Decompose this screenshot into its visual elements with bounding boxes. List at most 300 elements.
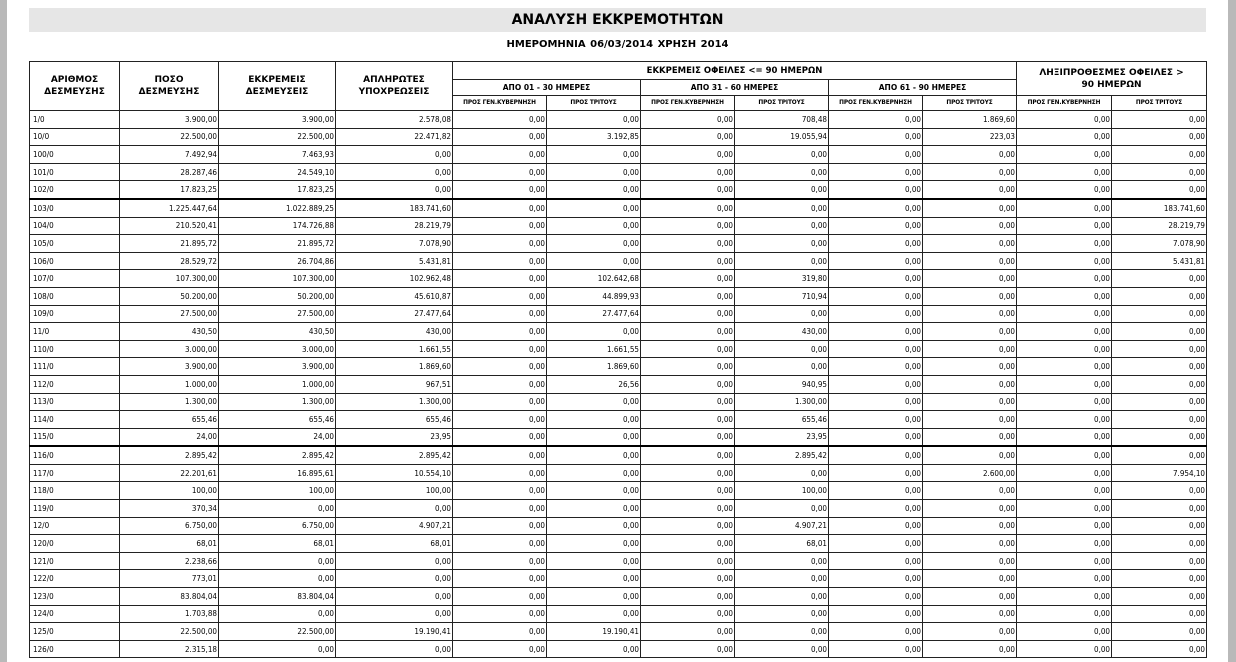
cell-unpaid-obligations: 0,00 bbox=[336, 146, 453, 164]
cell-pending-commitments: 0,00 bbox=[219, 605, 336, 623]
cell-commitment-amount: 68,01 bbox=[120, 535, 219, 553]
cell-gt90-third: 0,00 bbox=[1112, 517, 1207, 535]
cell-p1-third: 0,00 bbox=[547, 411, 641, 429]
cell-p1-gov: 0,00 bbox=[453, 323, 547, 341]
cell-p2-third: 0,00 bbox=[735, 181, 829, 199]
cell-p2-gov: 0,00 bbox=[641, 163, 735, 181]
cell-p3-gov: 0,00 bbox=[829, 640, 923, 658]
cell-p1-third: 0,00 bbox=[547, 464, 641, 482]
cell-p2-third: 0,00 bbox=[735, 588, 829, 606]
cell-p1-third: 0,00 bbox=[547, 552, 641, 570]
cell-commitment-amount: 370,34 bbox=[120, 500, 219, 518]
cell-p2-third: 0,00 bbox=[735, 570, 829, 588]
cell-unpaid-obligations: 1.300,00 bbox=[336, 393, 453, 411]
table-header bbox=[30, 62, 1207, 111]
cell-p3-gov: 0,00 bbox=[829, 393, 923, 411]
cell-gt90-gov: 0,00 bbox=[1017, 552, 1112, 570]
cell-unpaid-obligations: 22.471,82 bbox=[336, 128, 453, 146]
cell-pending-commitments: 430,50 bbox=[219, 323, 336, 341]
table-row bbox=[30, 500, 1207, 518]
cell-gt90-third: 0,00 bbox=[1112, 111, 1207, 129]
cell-p3-gov: 0,00 bbox=[829, 323, 923, 341]
header-pending-commitments-label: ΕΚΚΡΕΜΕΙΣ ΔΕΣΜΕΥΣΕΙΣ bbox=[245, 75, 309, 97]
cell-p1-gov: 0,00 bbox=[453, 181, 547, 199]
cell-commitment-id: 126/0 bbox=[30, 640, 120, 658]
cell-gt90-third: 0,00 bbox=[1112, 428, 1207, 446]
cell-p3-third: 0,00 bbox=[923, 640, 1017, 658]
table-row bbox=[30, 235, 1207, 253]
cell-p3-gov: 0,00 bbox=[829, 181, 923, 199]
cell-commitment-id: 113/0 bbox=[30, 393, 120, 411]
cell-p1-gov: 0,00 bbox=[453, 482, 547, 500]
cell-pending-commitments: 3.900,00 bbox=[219, 358, 336, 376]
cell-pending-commitments: 0,00 bbox=[219, 570, 336, 588]
cell-unpaid-obligations: 430,00 bbox=[336, 323, 453, 341]
cell-p3-third: 0,00 bbox=[923, 411, 1017, 429]
header-p1-third: ΠΡΟΣ ΤΡΙΤΟΥΣ bbox=[547, 96, 641, 111]
cell-gt90-third: 0,00 bbox=[1112, 552, 1207, 570]
cell-pending-commitments: 1.022.889,25 bbox=[219, 199, 336, 217]
cell-commitment-amount: 210.520,41 bbox=[120, 217, 219, 235]
cell-pending-commitments: 0,00 bbox=[219, 640, 336, 658]
cell-gt90-gov: 0,00 bbox=[1017, 623, 1112, 641]
cell-p1-gov: 0,00 bbox=[453, 605, 547, 623]
cell-p3-gov: 0,00 bbox=[829, 199, 923, 217]
cell-gt90-gov: 0,00 bbox=[1017, 588, 1112, 606]
cell-gt90-third: 0,00 bbox=[1112, 305, 1207, 323]
cell-commitment-amount: 83.804,04 bbox=[120, 588, 219, 606]
cell-commitment-amount: 22.500,00 bbox=[120, 623, 219, 641]
header-commitment-amount bbox=[120, 62, 219, 111]
cell-p1-gov: 0,00 bbox=[453, 217, 547, 235]
cell-p3-third: 0,00 bbox=[923, 305, 1017, 323]
cell-p1-gov: 0,00 bbox=[453, 623, 547, 641]
cell-gt90-third: 0,00 bbox=[1112, 340, 1207, 358]
cell-unpaid-obligations: 102.962,48 bbox=[336, 270, 453, 288]
cell-gt90-third: 0,00 bbox=[1112, 500, 1207, 518]
table-row bbox=[30, 270, 1207, 288]
cell-gt90-gov: 0,00 bbox=[1017, 181, 1112, 199]
cell-gt90-third: 0,00 bbox=[1112, 270, 1207, 288]
cell-gt90-third: 28.219,79 bbox=[1112, 217, 1207, 235]
cell-p2-gov: 0,00 bbox=[641, 287, 735, 305]
cell-p3-third: 0,00 bbox=[923, 428, 1017, 446]
cell-p1-third: 0,00 bbox=[547, 428, 641, 446]
cell-unpaid-obligations: 10.554,10 bbox=[336, 464, 453, 482]
cell-commitment-id: 109/0 bbox=[30, 305, 120, 323]
cell-p2-third: 655,46 bbox=[735, 411, 829, 429]
cell-commitment-id: 100/0 bbox=[30, 146, 120, 164]
cell-unpaid-obligations: 0,00 bbox=[336, 500, 453, 518]
cell-p1-gov: 0,00 bbox=[453, 199, 547, 217]
cell-commitment-amount: 28.287,46 bbox=[120, 163, 219, 181]
cell-gt90-third: 0,00 bbox=[1112, 535, 1207, 553]
table-row bbox=[30, 375, 1207, 393]
cell-p1-gov: 0,00 bbox=[453, 428, 547, 446]
cell-commitment-id: 107/0 bbox=[30, 270, 120, 288]
cell-p1-third: 0,00 bbox=[547, 217, 641, 235]
cell-p3-third: 0,00 bbox=[923, 252, 1017, 270]
cell-p1-gov: 0,00 bbox=[453, 535, 547, 553]
cell-pending-commitments: 107.300,00 bbox=[219, 270, 336, 288]
cell-p1-third: 3.192,85 bbox=[547, 128, 641, 146]
cell-commitment-amount: 100,00 bbox=[120, 482, 219, 500]
cell-p1-third: 1.661,55 bbox=[547, 340, 641, 358]
cell-commitment-amount: 430,50 bbox=[120, 323, 219, 341]
cell-p2-third: 2.895,42 bbox=[735, 446, 829, 464]
cell-p1-gov: 0,00 bbox=[453, 128, 547, 146]
cell-p3-gov: 0,00 bbox=[829, 235, 923, 253]
cell-gt90-third: 0,00 bbox=[1112, 146, 1207, 164]
cell-commitment-id: 110/0 bbox=[30, 340, 120, 358]
cell-unpaid-obligations: 183.741,60 bbox=[336, 199, 453, 217]
cell-commitment-id: 118/0 bbox=[30, 482, 120, 500]
table-row bbox=[30, 146, 1207, 164]
report-title: ΑΝΑΛΥΣΗ ΕΚΚΡΕΜΟΤΗΤΩΝ bbox=[29, 8, 1206, 32]
header-gt90-third: ΠΡΟΣ ΤΡΙΤΟΥΣ bbox=[1112, 96, 1207, 111]
cell-gt90-gov: 0,00 bbox=[1017, 393, 1112, 411]
cell-unpaid-obligations: 0,00 bbox=[336, 588, 453, 606]
cell-commitment-id: 111/0 bbox=[30, 358, 120, 376]
cell-commitment-id: 106/0 bbox=[30, 252, 120, 270]
cell-p2-gov: 0,00 bbox=[641, 199, 735, 217]
cell-p3-third: 0,00 bbox=[923, 517, 1017, 535]
cell-unpaid-obligations: 27.477,64 bbox=[336, 305, 453, 323]
cell-gt90-third: 7.954,10 bbox=[1112, 464, 1207, 482]
cell-p1-gov: 0,00 bbox=[453, 252, 547, 270]
cell-p3-third: 0,00 bbox=[923, 375, 1017, 393]
cell-p2-third: 4.907,21 bbox=[735, 517, 829, 535]
cell-gt90-gov: 0,00 bbox=[1017, 358, 1112, 376]
cell-gt90-gov: 0,00 bbox=[1017, 199, 1112, 217]
cell-gt90-third: 0,00 bbox=[1112, 287, 1207, 305]
cell-p2-third: 710,94 bbox=[735, 287, 829, 305]
cell-commitment-id: 125/0 bbox=[30, 623, 120, 641]
cell-gt90-gov: 0,00 bbox=[1017, 500, 1112, 518]
cell-commitment-id: 108/0 bbox=[30, 287, 120, 305]
cell-commitment-amount: 2.238,66 bbox=[120, 552, 219, 570]
header-p2-third: ΠΡΟΣ ΤΡΙΤΟΥΣ bbox=[735, 96, 829, 111]
cell-p1-third: 0,00 bbox=[547, 570, 641, 588]
cell-p3-gov: 0,00 bbox=[829, 305, 923, 323]
cell-p2-gov: 0,00 bbox=[641, 181, 735, 199]
table-row bbox=[30, 464, 1207, 482]
cell-p1-third: 102.642,68 bbox=[547, 270, 641, 288]
cell-p1-third: 0,00 bbox=[547, 482, 641, 500]
cell-p3-third: 0,00 bbox=[923, 446, 1017, 464]
table-row bbox=[30, 517, 1207, 535]
table-row bbox=[30, 199, 1207, 217]
cell-p3-gov: 0,00 bbox=[829, 482, 923, 500]
cell-pending-commitments: 3.000,00 bbox=[219, 340, 336, 358]
cell-p2-gov: 0,00 bbox=[641, 128, 735, 146]
cell-gt90-gov: 0,00 bbox=[1017, 411, 1112, 429]
cell-p2-gov: 0,00 bbox=[641, 358, 735, 376]
cell-unpaid-obligations: 0,00 bbox=[336, 552, 453, 570]
cell-commitment-id: 104/0 bbox=[30, 217, 120, 235]
cell-p2-third: 0,00 bbox=[735, 252, 829, 270]
cell-commitment-amount: 655,46 bbox=[120, 411, 219, 429]
header-p1-gov: ΠΡΟΣ ΓΕΝ.ΚΥΒΕΡΝΗΣΗ bbox=[453, 96, 547, 111]
cell-p2-gov: 0,00 bbox=[641, 111, 735, 129]
cell-p1-third: 0,00 bbox=[547, 323, 641, 341]
table-row bbox=[30, 623, 1207, 641]
cell-p3-third: 1.869,60 bbox=[923, 111, 1017, 129]
cell-pending-commitments: 27.500,00 bbox=[219, 305, 336, 323]
cell-unpaid-obligations: 100,00 bbox=[336, 482, 453, 500]
table-row bbox=[30, 252, 1207, 270]
cell-p1-third: 0,00 bbox=[547, 163, 641, 181]
cell-p2-gov: 0,00 bbox=[641, 570, 735, 588]
cell-pending-commitments: 68,01 bbox=[219, 535, 336, 553]
cell-p3-gov: 0,00 bbox=[829, 517, 923, 535]
cell-p1-third: 26,56 bbox=[547, 375, 641, 393]
header-unpaid-obligations-label: ΑΠΛΗΡΩΤΕΣ ΥΠΟΧΡΕΩΣΕΙΣ bbox=[358, 75, 430, 97]
cell-p2-gov: 0,00 bbox=[641, 235, 735, 253]
cell-pending-commitments: 21.895,72 bbox=[219, 235, 336, 253]
cell-p1-third: 27.477,64 bbox=[547, 305, 641, 323]
cell-p1-third: 44.899,93 bbox=[547, 287, 641, 305]
cell-unpaid-obligations: 5.431,81 bbox=[336, 252, 453, 270]
cell-commitment-id: 102/0 bbox=[30, 181, 120, 199]
cell-unpaid-obligations: 19.190,41 bbox=[336, 623, 453, 641]
cell-p3-gov: 0,00 bbox=[829, 163, 923, 181]
cell-p1-gov: 0,00 bbox=[453, 163, 547, 181]
cell-pending-commitments: 655,46 bbox=[219, 411, 336, 429]
cell-p3-third: 0,00 bbox=[923, 500, 1017, 518]
report-page bbox=[7, 0, 1228, 662]
cell-gt90-third: 0,00 bbox=[1112, 358, 1207, 376]
cell-p1-gov: 0,00 bbox=[453, 446, 547, 464]
cell-p2-third: 0,00 bbox=[735, 340, 829, 358]
cell-p3-gov: 0,00 bbox=[829, 146, 923, 164]
cell-commitment-id: 120/0 bbox=[30, 535, 120, 553]
cell-commitment-id: 114/0 bbox=[30, 411, 120, 429]
cell-p1-third: 1.869,60 bbox=[547, 358, 641, 376]
cell-p2-third: 319,80 bbox=[735, 270, 829, 288]
table-row bbox=[30, 128, 1207, 146]
cell-gt90-gov: 0,00 bbox=[1017, 340, 1112, 358]
cell-unpaid-obligations: 0,00 bbox=[336, 605, 453, 623]
cell-p2-gov: 0,00 bbox=[641, 588, 735, 606]
header-commitment-id-label: ΑΡΙΘΜΟΣ ΔΕΣΜΕΥΣΗΣ bbox=[44, 75, 105, 97]
cell-p3-third: 0,00 bbox=[923, 199, 1017, 217]
cell-gt90-third: 0,00 bbox=[1112, 482, 1207, 500]
cell-unpaid-obligations: 23,95 bbox=[336, 428, 453, 446]
table-row bbox=[30, 163, 1207, 181]
cell-p2-gov: 0,00 bbox=[641, 393, 735, 411]
cell-p1-gov: 0,00 bbox=[453, 287, 547, 305]
cell-unpaid-obligations: 28.219,79 bbox=[336, 217, 453, 235]
cell-gt90-third: 0,00 bbox=[1112, 623, 1207, 641]
table-row bbox=[30, 358, 1207, 376]
table-row bbox=[30, 111, 1207, 129]
cell-pending-commitments: 2.895,42 bbox=[219, 446, 336, 464]
cell-p1-third: 0,00 bbox=[547, 605, 641, 623]
cell-p1-third: 0,00 bbox=[547, 588, 641, 606]
cell-commitment-amount: 2.895,42 bbox=[120, 446, 219, 464]
cell-p3-third: 0,00 bbox=[923, 323, 1017, 341]
header-commitment-amount-label: ΠΟΣΟ ΔΕΣΜΕΥΣΗΣ bbox=[138, 75, 200, 97]
cell-p3-third: 0,00 bbox=[923, 552, 1017, 570]
cell-p3-gov: 0,00 bbox=[829, 340, 923, 358]
cell-commitment-amount: 28.529,72 bbox=[120, 252, 219, 270]
cell-p3-gov: 0,00 bbox=[829, 588, 923, 606]
cell-commitment-amount: 6.750,00 bbox=[120, 517, 219, 535]
cell-p1-gov: 0,00 bbox=[453, 235, 547, 253]
cell-pending-commitments: 0,00 bbox=[219, 552, 336, 570]
cell-commitment-amount: 22.201,61 bbox=[120, 464, 219, 482]
cell-gt90-third: 0,00 bbox=[1112, 446, 1207, 464]
cell-p2-third: 0,00 bbox=[735, 235, 829, 253]
cell-commitment-id: 116/0 bbox=[30, 446, 120, 464]
cell-p3-gov: 0,00 bbox=[829, 252, 923, 270]
cell-gt90-gov: 0,00 bbox=[1017, 446, 1112, 464]
cell-p2-third: 0,00 bbox=[735, 464, 829, 482]
cell-p3-gov: 0,00 bbox=[829, 128, 923, 146]
cell-p3-gov: 0,00 bbox=[829, 217, 923, 235]
cell-pending-commitments: 24.549,10 bbox=[219, 163, 336, 181]
cell-p1-gov: 0,00 bbox=[453, 500, 547, 518]
cell-gt90-gov: 0,00 bbox=[1017, 128, 1112, 146]
cell-pending-commitments: 22.500,00 bbox=[219, 128, 336, 146]
cell-gt90-third: 0,00 bbox=[1112, 128, 1207, 146]
cell-pending-commitments: 174.726,88 bbox=[219, 217, 336, 235]
cell-p2-gov: 0,00 bbox=[641, 428, 735, 446]
cell-p3-gov: 0,00 bbox=[829, 428, 923, 446]
cell-commitment-id: 10/0 bbox=[30, 128, 120, 146]
cell-p3-third: 0,00 bbox=[923, 535, 1017, 553]
table-row bbox=[30, 640, 1207, 658]
cell-gt90-third: 0,00 bbox=[1112, 605, 1207, 623]
cell-commitment-amount: 1.000,00 bbox=[120, 375, 219, 393]
table-row bbox=[30, 287, 1207, 305]
cell-p3-third: 0,00 bbox=[923, 588, 1017, 606]
cell-p2-gov: 0,00 bbox=[641, 217, 735, 235]
cell-pending-commitments: 22.500,00 bbox=[219, 623, 336, 641]
header-group-gt90-label: ΛΗΞΙΠΡΟΘΕΣΜΕΣ ΟΦΕΙΛΕΣ > 90 ΗΜΕΡΩΝ bbox=[1039, 67, 1184, 90]
cell-gt90-gov: 0,00 bbox=[1017, 640, 1112, 658]
cell-p1-third: 0,00 bbox=[547, 393, 641, 411]
cell-commitment-id: 119/0 bbox=[30, 500, 120, 518]
cell-p2-third: 19.055,94 bbox=[735, 128, 829, 146]
cell-gt90-third: 183.741,60 bbox=[1112, 199, 1207, 217]
cell-p3-gov: 0,00 bbox=[829, 375, 923, 393]
cell-gt90-gov: 0,00 bbox=[1017, 517, 1112, 535]
cell-p3-third: 0,00 bbox=[923, 605, 1017, 623]
cell-p2-gov: 0,00 bbox=[641, 305, 735, 323]
cell-p2-third: 0,00 bbox=[735, 199, 829, 217]
cell-p3-third: 0,00 bbox=[923, 482, 1017, 500]
cell-commitment-id: 123/0 bbox=[30, 588, 120, 606]
cell-p1-gov: 0,00 bbox=[453, 146, 547, 164]
cell-gt90-gov: 0,00 bbox=[1017, 464, 1112, 482]
table-row bbox=[30, 605, 1207, 623]
cell-gt90-gov: 0,00 bbox=[1017, 270, 1112, 288]
cell-p3-third: 0,00 bbox=[923, 270, 1017, 288]
cell-commitment-id: 101/0 bbox=[30, 163, 120, 181]
cell-p3-gov: 0,00 bbox=[829, 605, 923, 623]
cell-p2-third: 0,00 bbox=[735, 146, 829, 164]
cell-p3-third: 0,00 bbox=[923, 217, 1017, 235]
cell-commitment-id: 1/0 bbox=[30, 111, 120, 129]
table-row bbox=[30, 411, 1207, 429]
cell-p1-gov: 0,00 bbox=[453, 570, 547, 588]
cell-pending-commitments: 6.750,00 bbox=[219, 517, 336, 535]
cell-p1-third: 0,00 bbox=[547, 517, 641, 535]
cell-commitment-amount: 1.225.447,64 bbox=[120, 199, 219, 217]
cell-p2-gov: 0,00 bbox=[641, 500, 735, 518]
cell-p2-gov: 0,00 bbox=[641, 482, 735, 500]
cell-p3-third: 0,00 bbox=[923, 393, 1017, 411]
cell-pending-commitments: 7.463,93 bbox=[219, 146, 336, 164]
cell-p1-gov: 0,00 bbox=[453, 340, 547, 358]
cell-pending-commitments: 17.823,25 bbox=[219, 181, 336, 199]
cell-p2-gov: 0,00 bbox=[641, 464, 735, 482]
cell-p1-third: 0,00 bbox=[547, 500, 641, 518]
cell-gt90-third: 5.431,81 bbox=[1112, 252, 1207, 270]
cell-p1-gov: 0,00 bbox=[453, 411, 547, 429]
cell-pending-commitments: 1.300,00 bbox=[219, 393, 336, 411]
cell-unpaid-obligations: 1.869,60 bbox=[336, 358, 453, 376]
cell-p2-third: 0,00 bbox=[735, 640, 829, 658]
cell-p2-gov: 0,00 bbox=[641, 640, 735, 658]
cell-gt90-gov: 0,00 bbox=[1017, 111, 1112, 129]
cell-commitment-amount: 24,00 bbox=[120, 428, 219, 446]
header-period-61-90: ΑΠΟ 61 - 90 ΗΜΕΡΕΣ bbox=[829, 80, 1017, 96]
cell-commitment-id: 121/0 bbox=[30, 552, 120, 570]
cell-p2-gov: 0,00 bbox=[641, 552, 735, 570]
cell-commitment-id: 115/0 bbox=[30, 428, 120, 446]
cell-gt90-gov: 0,00 bbox=[1017, 535, 1112, 553]
cell-commitment-id: 11/0 bbox=[30, 323, 120, 341]
cell-p2-third: 0,00 bbox=[735, 358, 829, 376]
cell-unpaid-obligations: 7.078,90 bbox=[336, 235, 453, 253]
cell-p2-third: 0,00 bbox=[735, 605, 829, 623]
cell-p1-third: 0,00 bbox=[547, 640, 641, 658]
table-row bbox=[30, 393, 1207, 411]
header-pending-commitments bbox=[219, 62, 336, 111]
cell-unpaid-obligations: 1.661,55 bbox=[336, 340, 453, 358]
header-commitment-id bbox=[30, 62, 120, 111]
cell-gt90-gov: 0,00 bbox=[1017, 375, 1112, 393]
cell-p3-third: 0,00 bbox=[923, 146, 1017, 164]
cell-p2-third: 430,00 bbox=[735, 323, 829, 341]
cell-p2-gov: 0,00 bbox=[641, 517, 735, 535]
cell-commitment-amount: 17.823,25 bbox=[120, 181, 219, 199]
cell-p1-third: 0,00 bbox=[547, 111, 641, 129]
table-row bbox=[30, 588, 1207, 606]
header-group-gt90 bbox=[1017, 62, 1207, 96]
table-row bbox=[30, 305, 1207, 323]
cell-p2-third: 708,48 bbox=[735, 111, 829, 129]
cell-unpaid-obligations: 0,00 bbox=[336, 181, 453, 199]
table-row bbox=[30, 181, 1207, 199]
cell-p2-gov: 0,00 bbox=[641, 340, 735, 358]
table-row bbox=[30, 446, 1207, 464]
cell-gt90-third: 0,00 bbox=[1112, 411, 1207, 429]
cell-p1-gov: 0,00 bbox=[453, 358, 547, 376]
cell-p3-gov: 0,00 bbox=[829, 270, 923, 288]
header-period-1-30: ΑΠΟ 01 - 30 ΗΜΕΡΕΣ bbox=[453, 80, 641, 96]
cell-commitment-id: 12/0 bbox=[30, 517, 120, 535]
cell-p2-third: 0,00 bbox=[735, 552, 829, 570]
cell-p2-third: 0,00 bbox=[735, 163, 829, 181]
cell-commitment-amount: 2.315,18 bbox=[120, 640, 219, 658]
cell-p1-gov: 0,00 bbox=[453, 111, 547, 129]
cell-commitment-amount: 50.200,00 bbox=[120, 287, 219, 305]
cell-gt90-gov: 0,00 bbox=[1017, 570, 1112, 588]
